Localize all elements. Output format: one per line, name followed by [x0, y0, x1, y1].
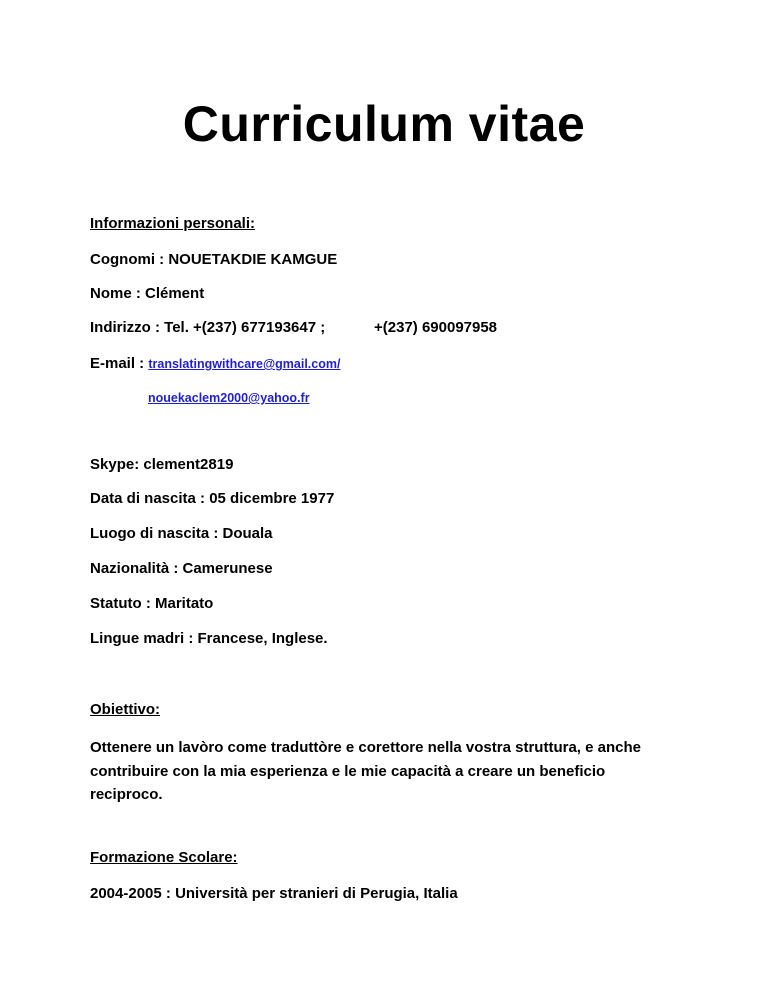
- status-line: Statuto : Maritato: [90, 595, 214, 612]
- skype-line: Skype: clement2819: [90, 456, 234, 473]
- education-item: 2004-2005 : Università per stranieri di Perugia, Italia: [90, 885, 458, 902]
- second-phone: +(237) 690097958: [374, 319, 498, 336]
- birth-place-line: Luogo di nascita : Douala: [90, 525, 273, 542]
- email-label: E-mail :: [90, 355, 149, 372]
- email-link-primary[interactable]: translatingwithcare@gmail.com/: [148, 357, 341, 371]
- name-line: Nome : Clément: [90, 285, 205, 302]
- objective-text: Ottenere un lavòro come traduttòre e corettore nella vostra struttura, e anche contribuire con la mia esperienza e le mie capacità a creare un beneficio reciproco.: [90, 739, 641, 803]
- mother-tongues-line: Lingue madri : Francese, Inglese.: [90, 630, 328, 647]
- nationality-line: Nazionalità : Camerunese: [90, 560, 273, 577]
- personal-info-heading: Informazioni personali:: [90, 215, 256, 232]
- email-link-secondary[interactable]: nouekaclem2000@yahoo.fr: [148, 391, 310, 405]
- birth-date-line: Data di nascita : 05 dicembre 1977: [90, 490, 335, 507]
- education-heading: Formazione Scolare:: [90, 849, 238, 866]
- objective-heading: Obiettivo:: [90, 701, 160, 718]
- email-secondary-row: [148, 388, 310, 408]
- document-title: Curriculum vitae: [182, 96, 586, 152]
- address-tel-line: Indirizzo : Tel. +(237) 677193647 ;: [90, 319, 326, 336]
- email-line: [90, 354, 340, 374]
- surname-line: Cognomi : NOUETAKDIE KAMGUE: [90, 251, 338, 268]
